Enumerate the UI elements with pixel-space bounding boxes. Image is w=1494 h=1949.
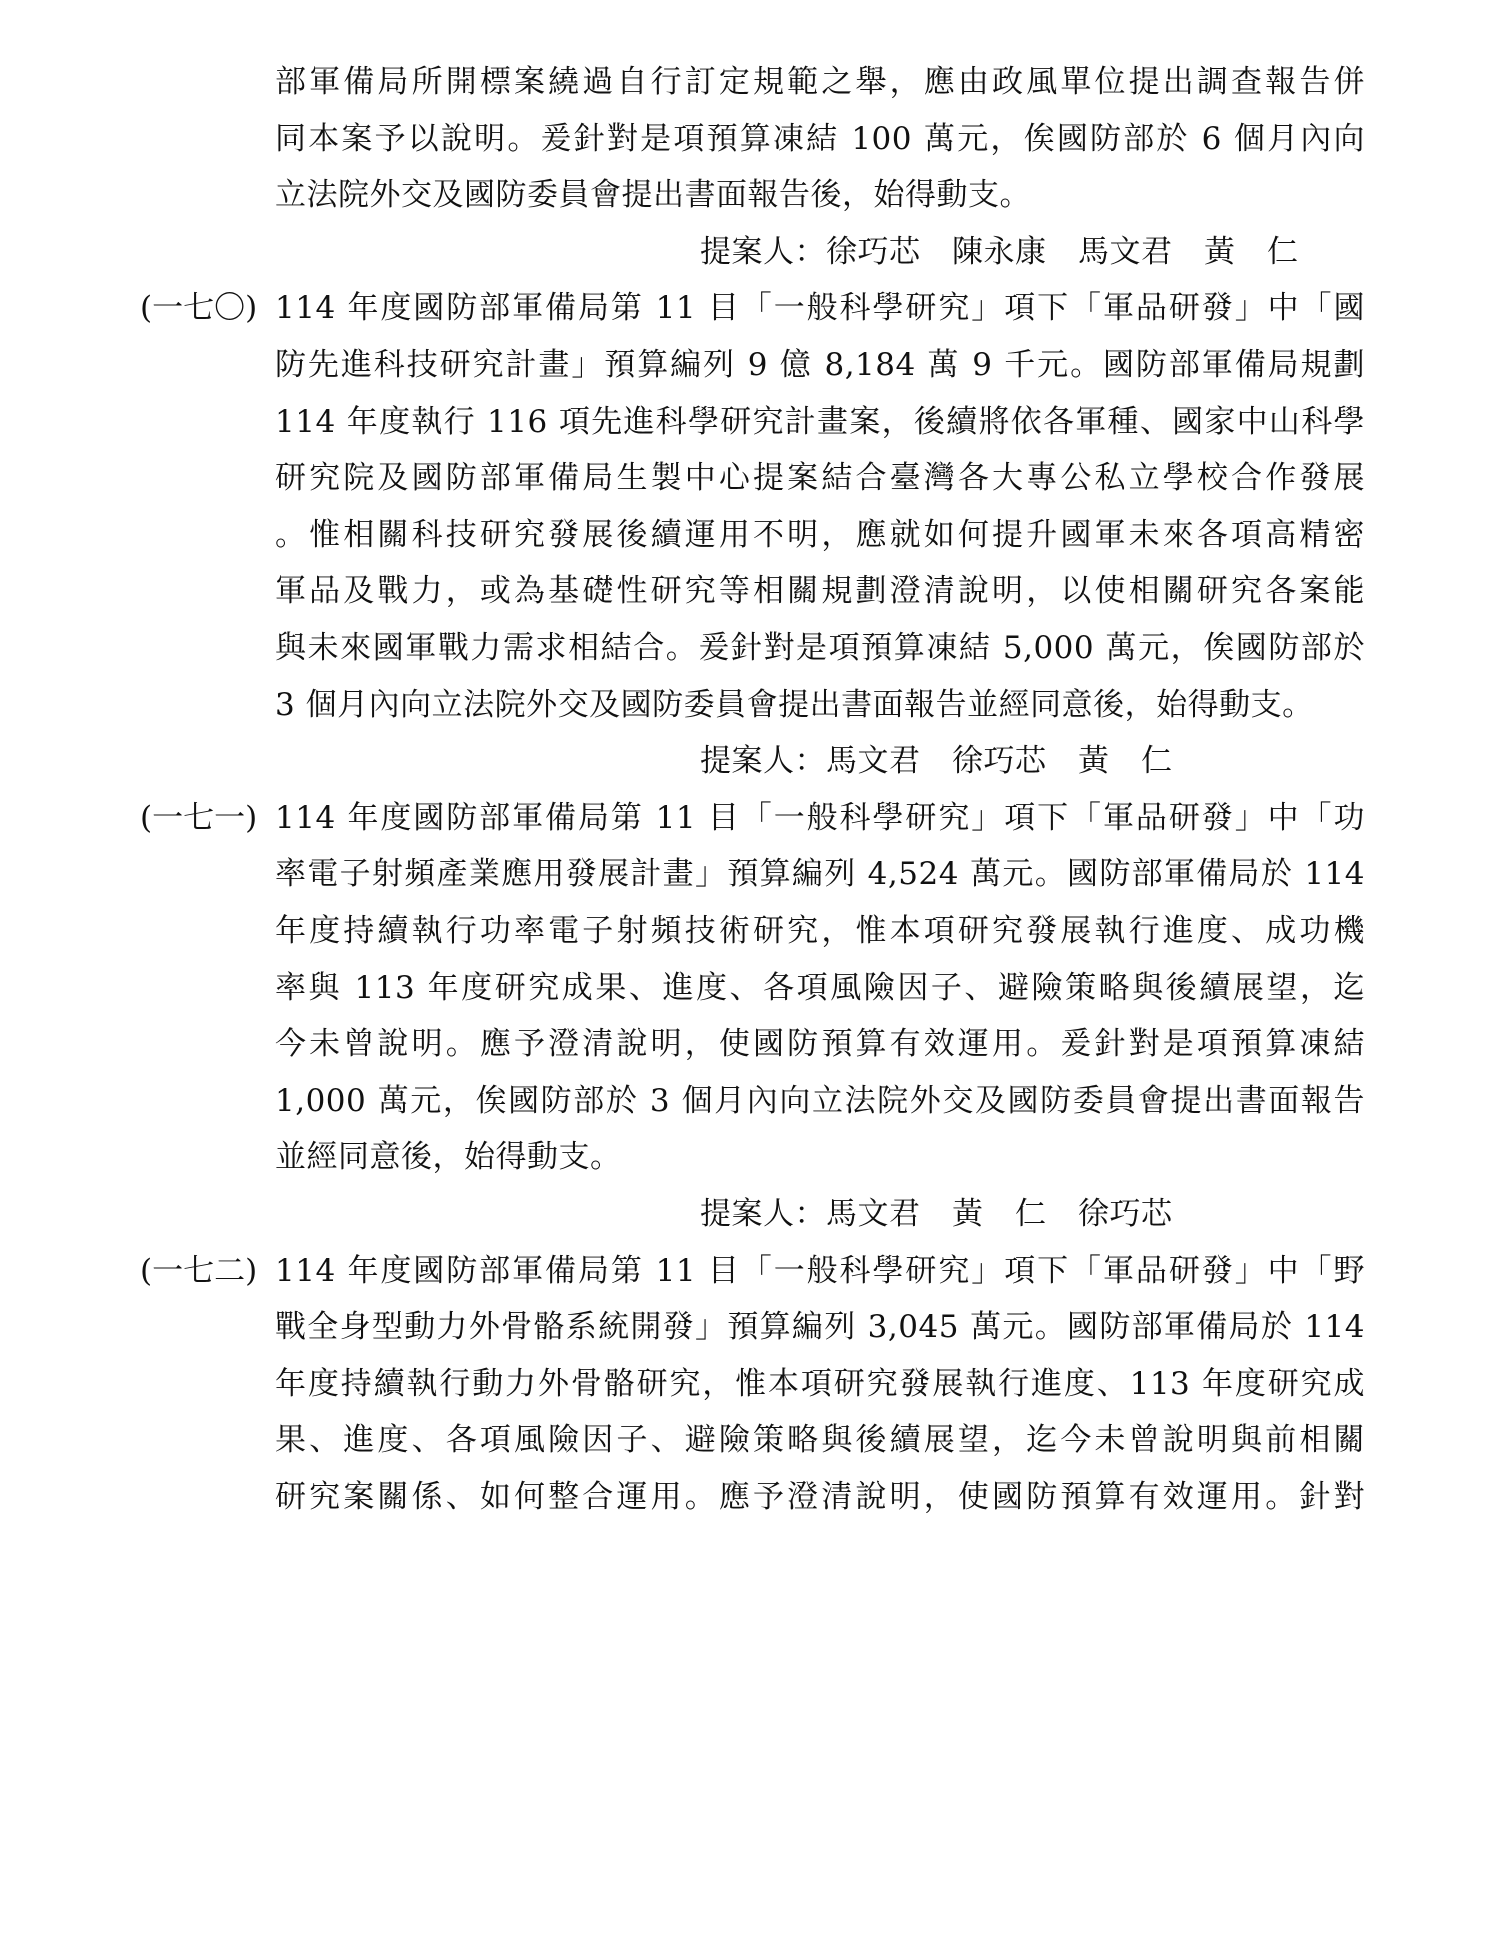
item-number-170: (一七〇) xyxy=(140,290,258,327)
item-170-line-6: 軍品及戰力，或為基礎性研究等相關規劃澄清說明，以使相關研究各案能 xyxy=(275,573,1365,610)
item-171-proposers: 提案人：馬文君 黃 仁 徐巧芯 xyxy=(700,1196,1173,1232)
item-172-line-3: 年度持續執行動力外骨骼研究，惟本項研究發展執行進度、113 年度研究成 xyxy=(275,1365,1365,1402)
item-171-line-1: 114 年度國防部軍備局第 11 目「一般科學研究」項下「軍品研發」中「功 xyxy=(275,799,1365,836)
item-172-line-1: 114 年度國防部軍備局第 11 目「一般科學研究」項下「軍品研發」中「野 xyxy=(275,1252,1365,1289)
item-170-line-8: 3 個月內向立法院外交及國防委員會提出書面報告並經同意後，始得動支。 xyxy=(275,686,1314,723)
item-170-line-2: 防先進科技研究計畫」預算編列 9 億 8,184 萬 9 千元。國防部軍備局規劃 xyxy=(275,347,1365,383)
continuation-line-2: 同本案予以說明。爰針對是項預算凍結 100 萬元，俟國防部於 6 個月內向 xyxy=(275,120,1365,157)
item-171-line-7: 並經同意後，始得動支。 xyxy=(275,1139,622,1176)
item-170-line-4: 研究院及國防部軍備局生製中心提案結合臺灣各大專公私立學校合作發展 xyxy=(275,460,1365,497)
item-172-line-5: 研究案關係、如何整合運用。應予澄清說明，使國防預算有效運用。針對 xyxy=(275,1479,1365,1515)
item-170-proposers: 提案人：馬文君 徐巧芯 黃 仁 xyxy=(700,743,1173,780)
item-171-line-5: 今未曾說明。應予澄清說明，使國防預算有效運用。爰針對是項預算凍結 xyxy=(275,1026,1365,1063)
item-170-line-3: 114 年度執行 116 項先進科學研究計畫案，後續將依各軍種、國家中山科學 xyxy=(275,403,1365,440)
item-171-line-4: 率與 113 年度研究成果、進度、各項風險因子、避險策略與後續展望，迄 xyxy=(275,969,1365,1006)
continuation-line-3: 立法院外交及國防委員會提出書面報告後，始得動支。 xyxy=(275,177,1031,214)
item-172-line-4: 果、進度、各項風險因子、避險策略與後續展望，迄今未曾說明與前相關 xyxy=(275,1422,1365,1459)
item-171-line-6: 1,000 萬元，俟國防部於 3 個月內向立法院外交及國防委員會提出書面報告 xyxy=(275,1082,1365,1119)
continuation-proposers: 提案人：徐巧芯 陳永康 馬文君 黃 仁 xyxy=(700,233,1299,270)
item-number-172: (一七二) xyxy=(140,1252,258,1289)
item-171-line-2: 率電子射頻產業應用發展計畫」預算編列 4,524 萬元。國防部軍備局於 114 xyxy=(275,856,1365,893)
item-171-line-3: 年度持續執行功率電子射頻技術研究，惟本項研究發展執行進度、成功機 xyxy=(275,913,1365,949)
item-number-171: (一七一) xyxy=(140,799,258,836)
item-170-line-5: 。惟相關科技研究發展後續運用不明，應就如何提升國軍未來各項高精密 xyxy=(275,516,1365,553)
item-172-line-2: 戰全身型動力外骨骼系統開發」預算編列 3,045 萬元。國防部軍備局於 114 xyxy=(275,1309,1365,1346)
item-170-line-1: 114 年度國防部軍備局第 11 目「一般科學研究」項下「軍品研發」中「國 xyxy=(275,290,1365,327)
continuation-line-1: 部軍備局所開標案繞過自行訂定規範之舉，應由政風單位提出調查報告併 xyxy=(275,64,1365,100)
item-170-line-7: 與未來國軍戰力需求相結合。爰針對是項預算凍結 5,000 萬元，俟國防部於 xyxy=(275,630,1365,666)
